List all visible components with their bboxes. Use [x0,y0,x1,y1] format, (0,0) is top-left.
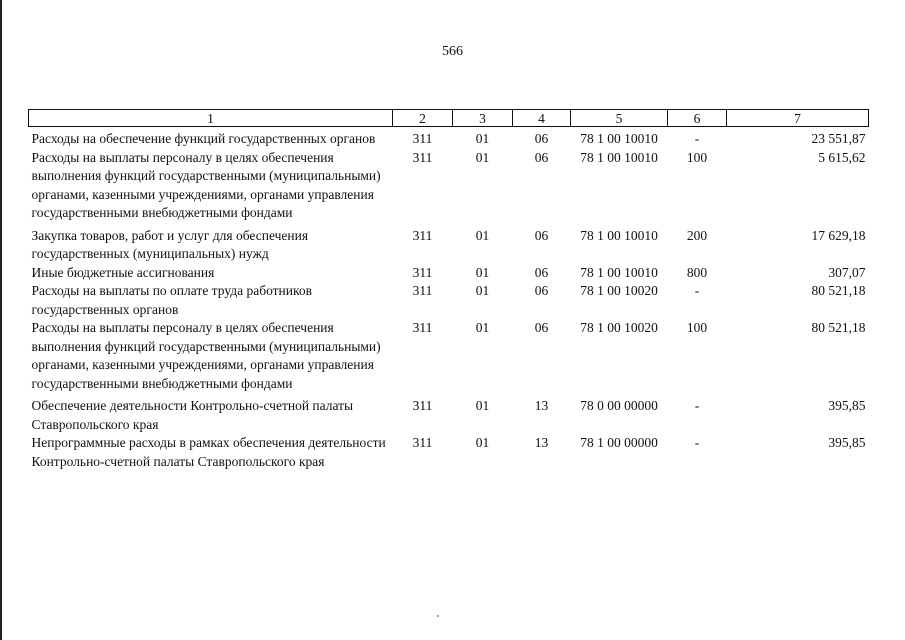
column-number-row [29,110,869,127]
expense-name: Расходы на выплаты по оплате труда работников государственных органов [31,283,312,317]
subsection-code: 06 [534,320,549,335]
expense-type-code: 800 [686,264,708,280]
expense-name: Иные бюджетные ассигнования [31,264,215,280]
page-left-edge [0,0,2,640]
ministry-code: 311 [412,149,433,165]
section-code: 01 [475,435,490,450]
expense-type-code: 100 [686,320,708,335]
column-header-2: 2 [393,110,453,127]
column-header-6: 6 [668,110,727,127]
section-code: 01 [475,227,490,243]
amount: 80 521,18 [811,283,866,298]
table-row [29,434,869,471]
table-row [29,264,869,283]
section-code: 01 [475,320,490,335]
expense-type-code: - [694,398,700,413]
expense-name: Расходы на выплаты персоналу в целях обеспечения выполнения функций государственными (муниципальными) органами, казенными учреждениями, органами управления государственными внебюджетными фондами [31,320,381,391]
ministry-code: 311 [412,320,433,335]
section-code: 01 [475,283,490,298]
amount: 395,85 [828,398,866,413]
table-row [29,149,869,223]
expense-name: Обеспечение деятельности Контрольно-счетной палаты Ставропольского края [31,398,354,432]
subsection-code: 13 [534,435,549,450]
expense-name: Расходы на обеспечение функций государственных органов [31,131,376,146]
subsection-code: 13 [534,398,549,413]
section-code: 01 [475,131,490,146]
section-code: 01 [475,149,490,165]
expense-type-code: - [694,435,700,450]
target-article-code: 78 0 00 00000 [580,398,658,413]
ministry-code: 311 [412,398,433,413]
budget-table [28,109,869,471]
subsection-code: 06 [534,149,549,165]
column-header-3: 3 [453,110,513,127]
target-article-code: 78 1 00 10010 [580,131,658,146]
target-article-code: 78 1 00 10020 [580,283,658,298]
amount: 17 629,18 [811,227,866,243]
ministry-code: 311 [412,264,433,280]
subsection-code: 06 [534,131,549,146]
table-row [29,393,869,434]
target-article-code: 78 1 00 00000 [580,435,658,450]
column-header-7: 7 [727,110,869,127]
amount: 5 615,62 [818,149,866,165]
column-header-5: 5 [571,110,668,127]
section-code: 01 [475,264,490,280]
target-article-code: 78 1 00 10010 [580,227,658,243]
page-number: 566 [442,44,463,59]
table-row [29,223,869,264]
section-code: 01 [475,398,490,413]
target-article-code: 78 1 00 10010 [580,264,658,280]
target-article-code: 78 1 00 10020 [580,320,658,335]
expense-name: Расходы на выплаты персоналу в целях обеспечения выполнения функций государственными (муниципальными) органами, казенными учреждениями, органами управления государственными внебюджетными фондами [31,149,381,220]
expense-name: Непрограммные расходы в рамках обеспечения деятельности Контрольно-счетной палаты Ставропольского края [31,435,386,469]
subsection-code: 06 [534,227,549,243]
target-article-code: 78 1 00 10010 [580,149,658,165]
subsection-code: 06 [534,283,549,298]
subsection-code: 06 [534,264,549,280]
expense-type-code: - [694,131,700,146]
table-row [29,319,869,393]
table-row [29,127,869,149]
amount: 80 521,18 [811,320,866,335]
scan-speck [437,615,439,617]
table-row [29,282,869,319]
column-header-4: 4 [513,110,571,127]
column-header-1: 1 [29,110,393,127]
ministry-code: 311 [412,283,433,298]
ministry-code: 311 [412,435,433,450]
ministry-code: 311 [412,131,433,146]
expense-type-code: 200 [686,227,708,243]
expense-name: Закупка товаров, работ и услуг для обеспечения государственных (муниципальных) нужд [31,227,309,261]
expense-type-code: 100 [686,149,708,165]
amount: 307,07 [828,264,866,280]
ministry-code: 311 [412,227,433,243]
amount: 23 551,87 [811,131,866,146]
expense-type-code: - [694,283,700,298]
amount: 395,85 [828,435,866,450]
